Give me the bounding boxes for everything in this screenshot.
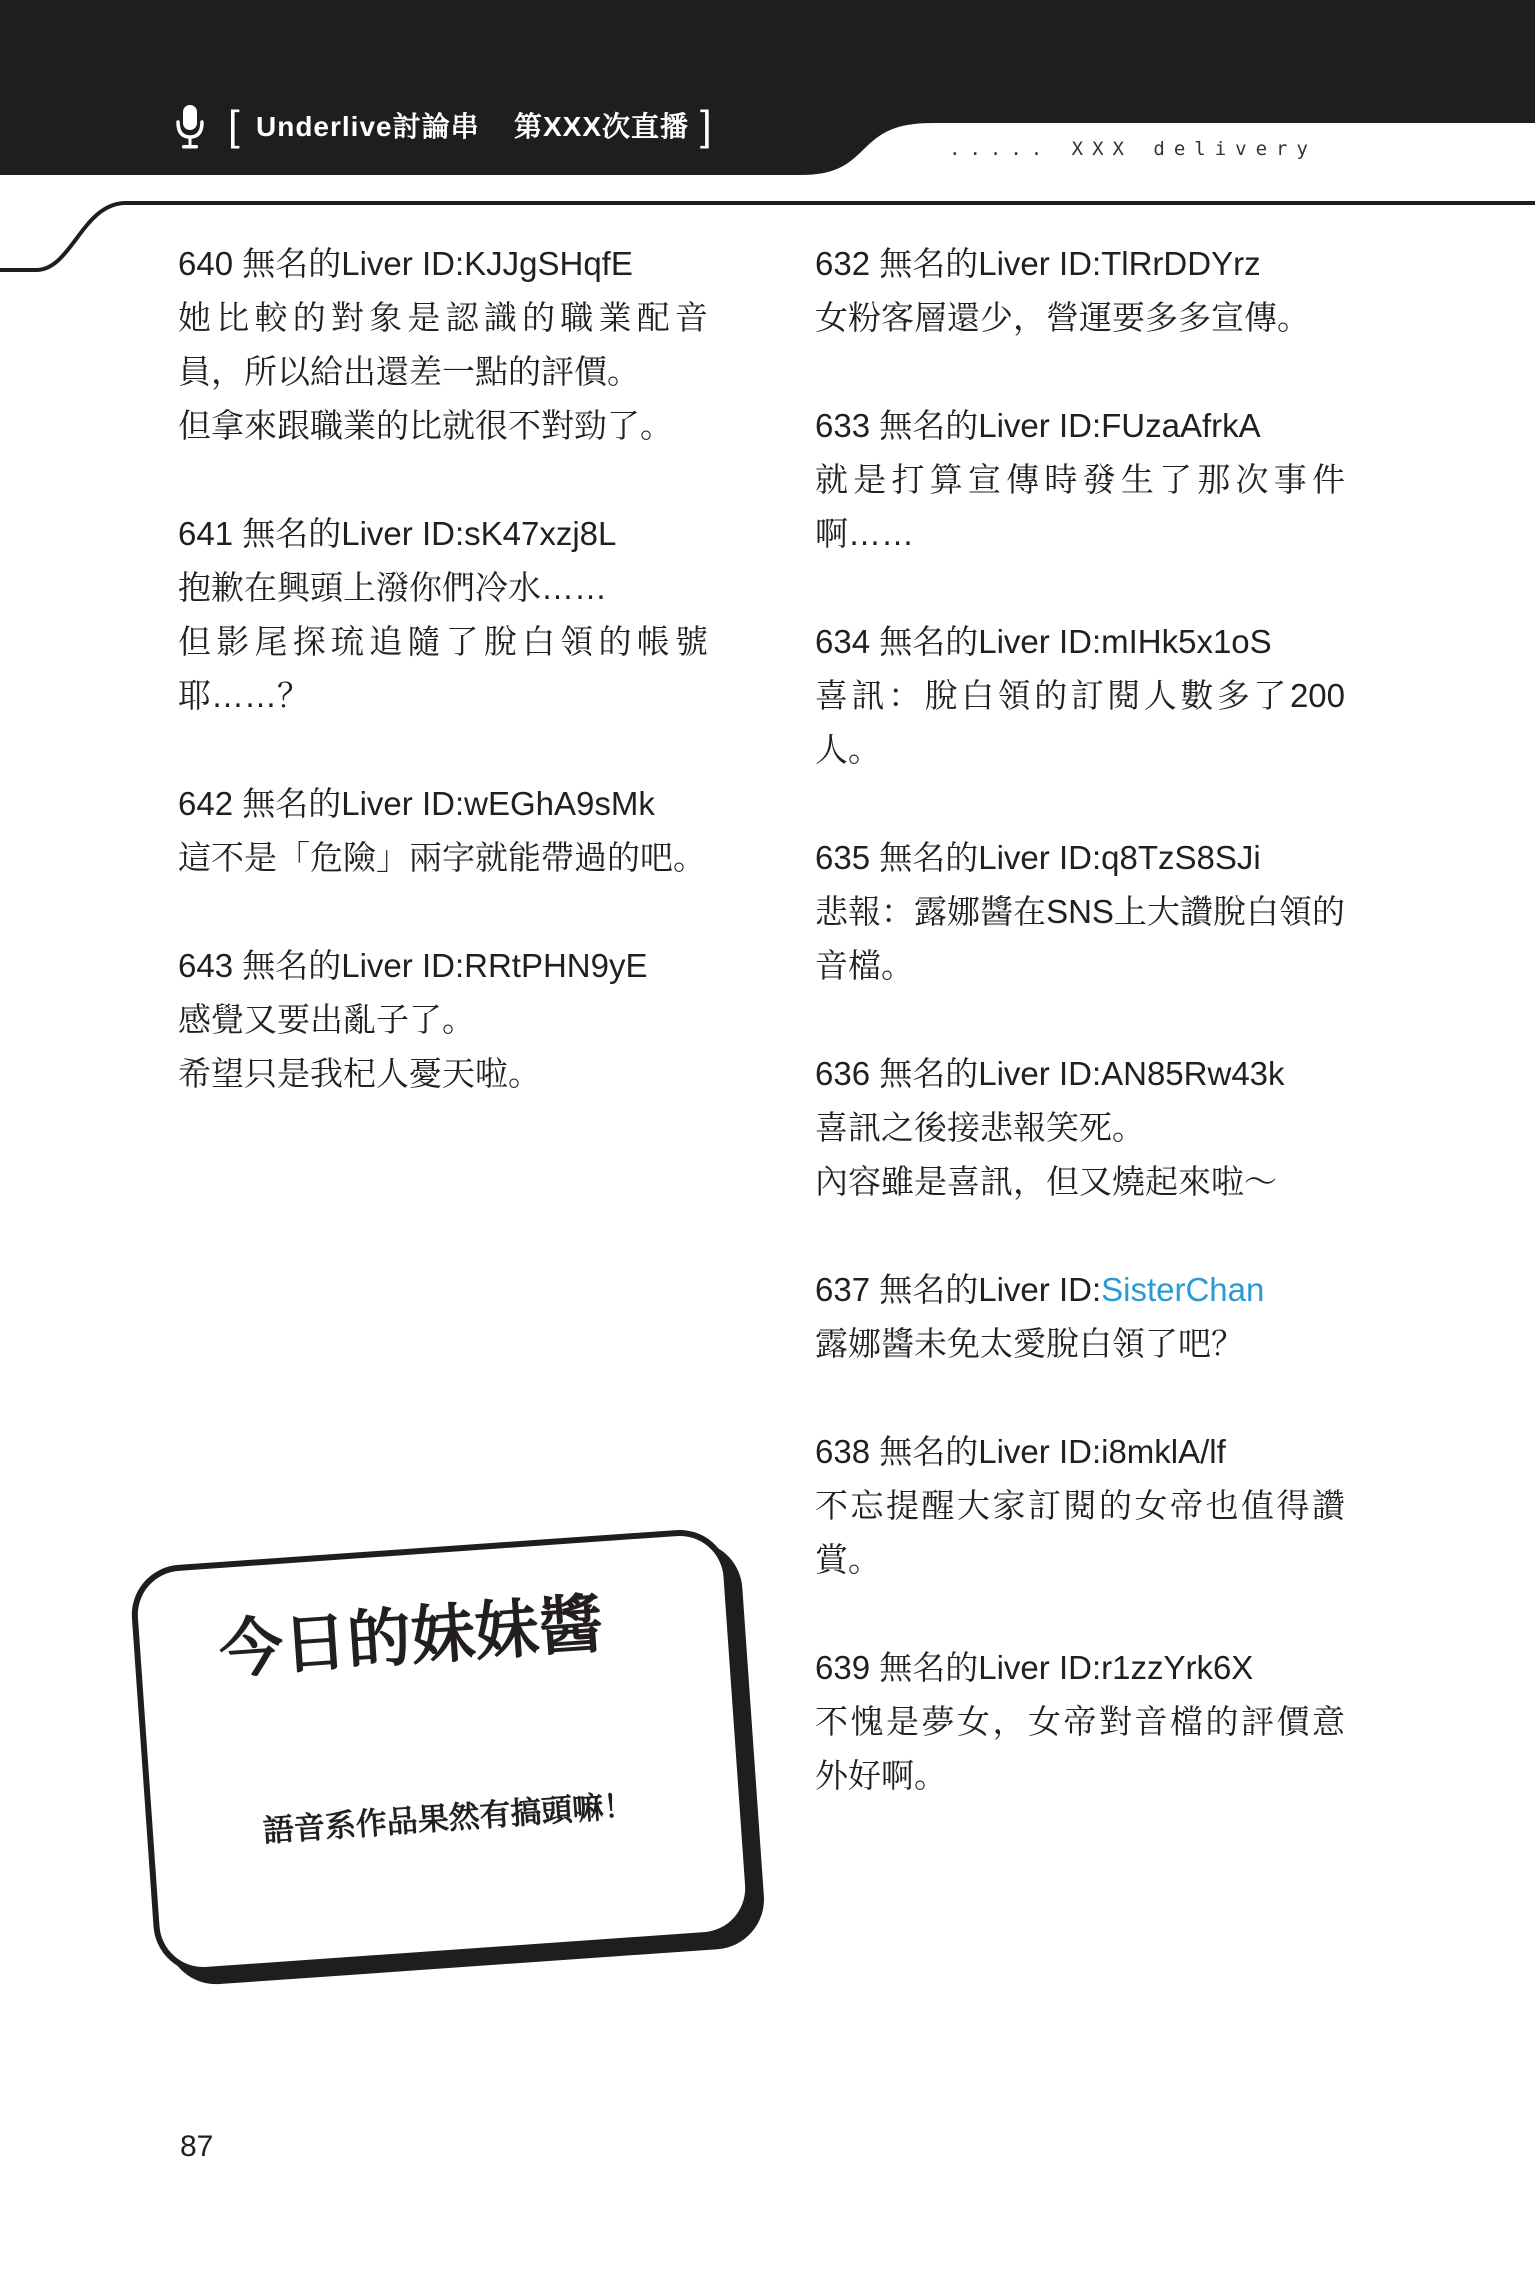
post-id-label: ID: xyxy=(1058,1271,1102,1308)
post-id-label: ID: xyxy=(421,515,465,552)
forum-post xyxy=(815,399,1345,561)
post-id-label: ID: xyxy=(1058,623,1102,660)
post-text-line: 賞。 xyxy=(815,1541,881,1578)
post-header xyxy=(178,237,708,291)
post-id: RRtPHN9yE xyxy=(464,947,648,984)
post-number: 636 xyxy=(815,1055,871,1092)
post-author: 無名的Liver xyxy=(242,245,413,282)
post-text-line: 但影尾探琉追隨了脫白領的帳號 xyxy=(178,623,708,660)
post-id-label: ID: xyxy=(421,785,465,822)
post-id-label: ID: xyxy=(1058,407,1102,444)
post-text-line: 內容雖是喜訊，但又燒起來啦～ xyxy=(815,1163,1277,1200)
post-header xyxy=(815,399,1345,453)
post-text-line: 喜訊之後接悲報笑死。 xyxy=(815,1109,1145,1146)
sidebar-card xyxy=(128,1527,754,1977)
post-id-label: ID: xyxy=(1058,245,1102,282)
post-text-line: 露娜醬未免太愛脫白領了吧？ xyxy=(815,1325,1244,1362)
post-number: 638 xyxy=(815,1433,871,1470)
header-title-thread: Underlive討論串 xyxy=(256,111,480,142)
post-text-line: 耶……？ xyxy=(178,677,310,714)
header-bracket-close: ] xyxy=(700,102,712,149)
post-header xyxy=(178,939,708,993)
post-author: 無名的Liver xyxy=(879,1271,1050,1308)
post-number: 637 xyxy=(815,1271,871,1308)
post-author: 無名的Liver xyxy=(879,1433,1050,1470)
left-column-posts xyxy=(178,237,708,1155)
post-id: wEGhA9sMk xyxy=(464,785,655,822)
post-text-line: 啊…… xyxy=(815,515,914,552)
post-header xyxy=(815,237,1345,291)
forum-post xyxy=(815,1047,1345,1209)
forum-post xyxy=(815,1263,1345,1371)
post-text-line: 不愧是夢女，女帝對音檔的評價意 xyxy=(815,1703,1345,1740)
post-text-line: 希望只是我杞人憂天啦。 xyxy=(178,1055,541,1092)
post-number: 640 xyxy=(178,245,234,282)
post-text-line: 悲報：露娜醬在SNS上大讚脫白領的 xyxy=(815,893,1345,930)
post-header xyxy=(178,507,708,561)
post-author: 無名的Liver xyxy=(879,245,1050,282)
post-text-line: 她比較的對象是認識的職業配音 xyxy=(178,299,708,336)
forum-post xyxy=(815,615,1345,777)
microphone-icon xyxy=(175,104,205,150)
forum-post xyxy=(815,237,1345,345)
post-header xyxy=(815,615,1345,669)
post-text-line: 這不是「危險」兩字就能帶過的吧。 xyxy=(178,839,706,876)
post-header xyxy=(815,1641,1345,1695)
post-author: 無名的Liver xyxy=(879,407,1050,444)
post-id-label: ID: xyxy=(421,245,465,282)
post-header xyxy=(815,1425,1345,1479)
post-id: KJJgSHqfE xyxy=(464,245,633,282)
post-id: AN85Rw43k xyxy=(1101,1055,1285,1092)
post-id: FUzaAfrkA xyxy=(1101,407,1261,444)
post-author: 無名的Liver xyxy=(242,785,413,822)
post-id-label: ID: xyxy=(1058,1649,1102,1686)
post-text-line: 不忘提醒大家訂閱的女帝也值得讚 xyxy=(815,1487,1345,1524)
post-author: 無名的Liver xyxy=(242,947,413,984)
card-subtitle: 語音系作品果然有搞頭嘛！ xyxy=(261,1787,636,1850)
forum-post xyxy=(178,939,708,1101)
post-id: i8mklA/lf xyxy=(1101,1433,1226,1470)
post-number: 639 xyxy=(815,1649,871,1686)
post-number: 635 xyxy=(815,839,871,876)
post-number: 642 xyxy=(178,785,234,822)
page-number: 87 xyxy=(180,2130,214,2163)
post-author: 無名的Liver xyxy=(879,839,1050,876)
post-id-label: ID: xyxy=(421,947,465,984)
forum-post xyxy=(815,1425,1345,1587)
forum-post xyxy=(178,507,708,723)
post-id-label: ID: xyxy=(1058,1055,1102,1092)
header-title-episode: 第XXX次直播 xyxy=(514,111,690,142)
post-text-line: 人。 xyxy=(815,731,881,768)
post-id: r1zzYrk6X xyxy=(1101,1649,1254,1686)
post-author: 無名的Liver xyxy=(879,623,1050,660)
card-title: 今日的妹妹醬 xyxy=(216,1587,606,1689)
right-column-posts xyxy=(815,237,1345,1857)
post-text-line: 音檔。 xyxy=(815,947,914,984)
post-number: 643 xyxy=(178,947,234,984)
forum-post xyxy=(178,777,708,885)
post-author: 無名的Liver xyxy=(879,1649,1050,1686)
forum-post xyxy=(815,831,1345,993)
post-number: 633 xyxy=(815,407,871,444)
post-id-label: ID: xyxy=(1058,839,1102,876)
post-author: 無名的Liver xyxy=(879,1055,1050,1092)
post-author: 無名的Liver xyxy=(242,515,413,552)
forum-post xyxy=(178,237,708,453)
post-id: mIHk5x1oS xyxy=(1101,623,1272,660)
post-id-label: ID: xyxy=(1058,1433,1102,1470)
header-bracket-open: [ xyxy=(228,102,240,149)
post-text-line: 喜訊：脫白領的訂閱人數多了200 xyxy=(815,677,1345,714)
post-number: 641 xyxy=(178,515,234,552)
post-id: sK47xzj8L xyxy=(464,515,617,552)
post-id: TlRrDDYrz xyxy=(1101,245,1261,282)
forum-post xyxy=(815,1641,1345,1803)
post-text-line: 外好啊。 xyxy=(815,1757,947,1794)
post-header xyxy=(815,1047,1345,1101)
post-header xyxy=(815,831,1345,885)
post-text-line: 就是打算宣傳時發生了那次事件 xyxy=(815,461,1345,498)
post-number: 634 xyxy=(815,623,871,660)
post-text-line: 抱歉在興頭上潑你們冷水…… xyxy=(178,569,607,606)
post-text-line: 但拿來跟職業的比就很不對勁了。 xyxy=(178,407,673,444)
header-tagline: ..... XXX delivery xyxy=(949,138,1317,160)
post-text-line: 女粉客層還少，營運要多多宣傳。 xyxy=(815,299,1310,336)
post-id: q8TzS8SJi xyxy=(1101,839,1261,876)
post-number: 632 xyxy=(815,245,871,282)
post-id: SisterChan xyxy=(1101,1271,1265,1308)
post-text-line: 員，所以給出還差一點的評價。 xyxy=(178,353,640,390)
post-header xyxy=(178,777,708,831)
post-header xyxy=(815,1263,1345,1317)
post-text-line: 感覺又要出亂子了。 xyxy=(178,1001,475,1038)
